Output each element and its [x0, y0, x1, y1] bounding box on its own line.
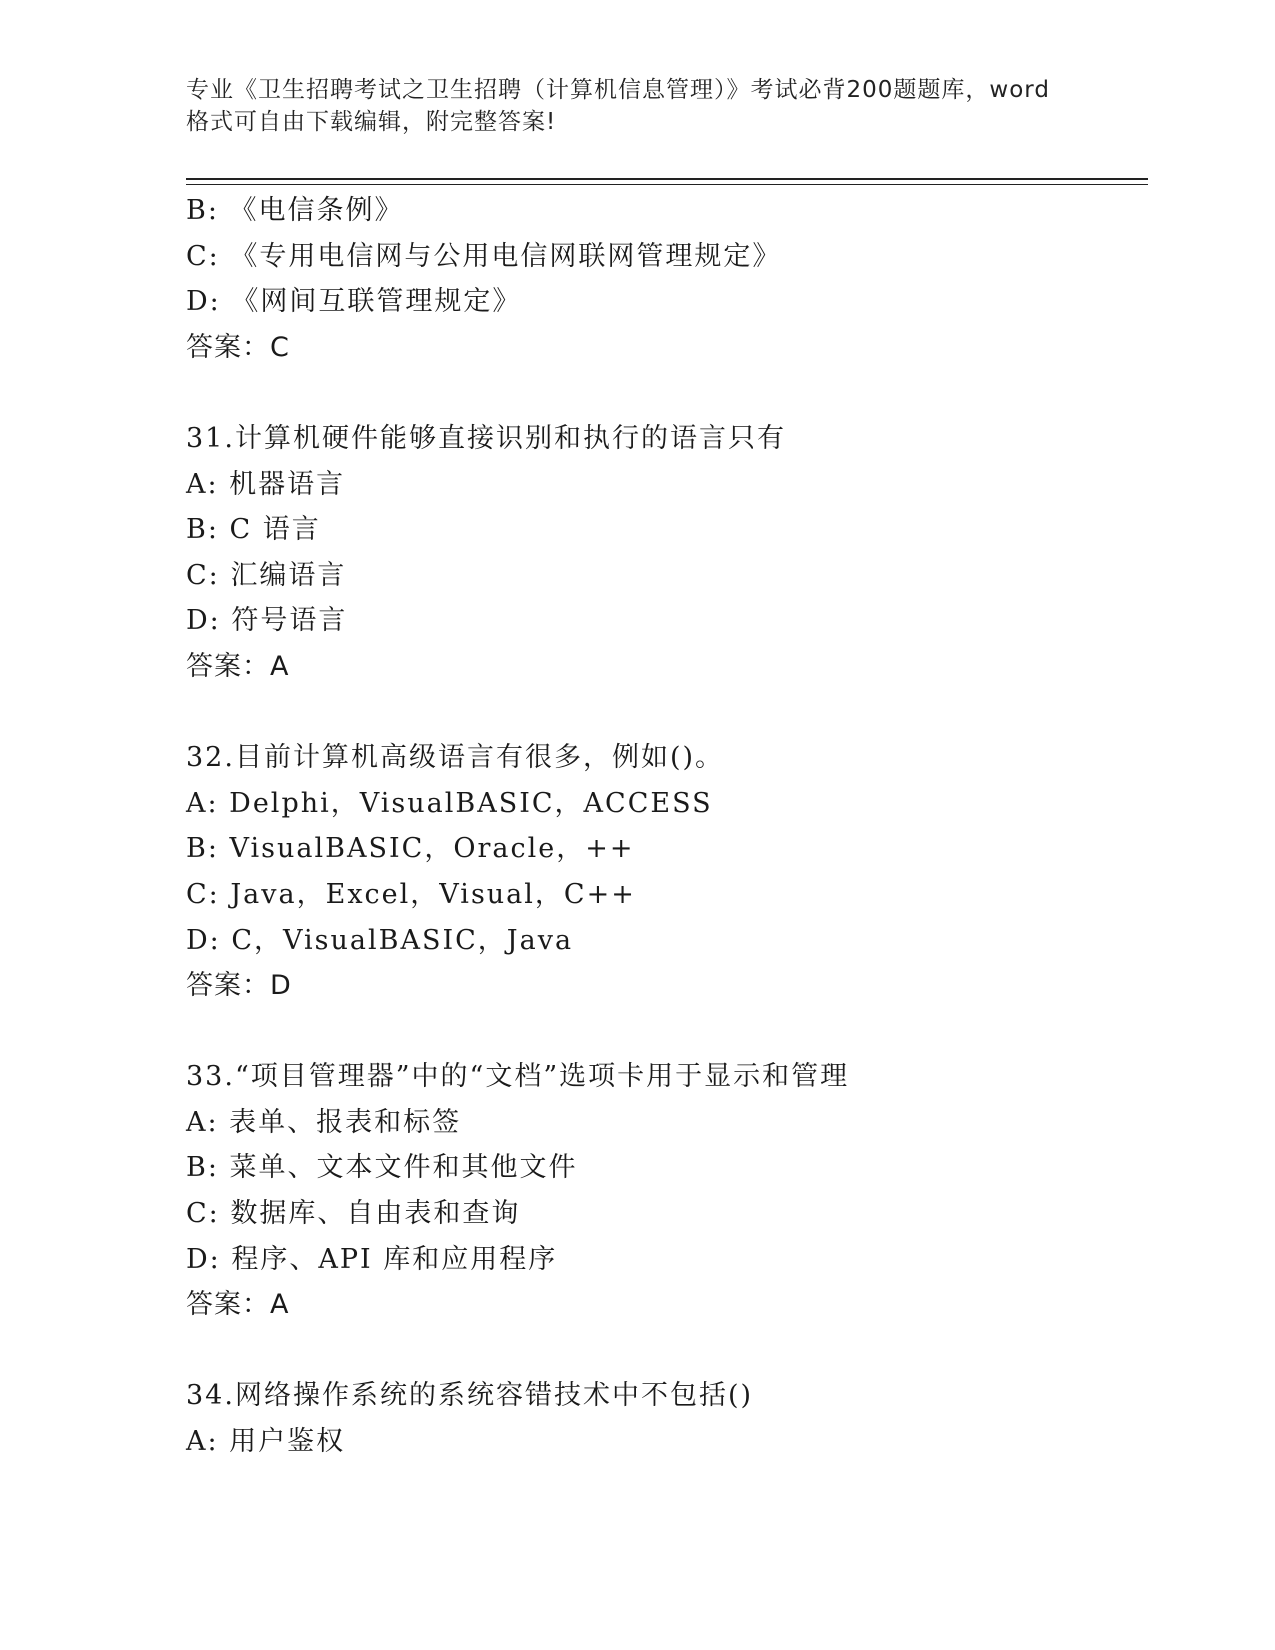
- option-a: A: Delphi，VisualBASIC，ACCESS: [186, 787, 713, 819]
- question-block-31: [186, 416, 1146, 690]
- document-header: [186, 74, 1086, 138]
- option-c: C: Java，Excel，Visual，C++: [186, 878, 636, 910]
- question-text: 31.计算机硬件能够直接识别和执行的语言只有: [186, 422, 786, 454]
- header-title-line-1: 专业《卫生招聘考试之卫生招聘（计算机信息管理）》考试必背200题题库，word: [186, 77, 1050, 103]
- option-a: A: 机器语言: [186, 468, 346, 500]
- option-a: A: 表单、报表和标签: [186, 1106, 462, 1138]
- question-block-32: [186, 735, 1146, 1009]
- spacer: [186, 690, 1146, 736]
- question-block-partial: [186, 188, 1146, 370]
- option-c: C: 数据库、自由表和查询: [186, 1198, 521, 1230]
- question-text: 33.“项目管理器”中的“文档”选项卡用于显示和管理: [186, 1061, 850, 1093]
- answer-line: 答案：D: [186, 970, 292, 1002]
- question-text: 34.网络操作系统的系统容错技术中不包括(): [186, 1380, 754, 1412]
- option-b: B: 菜单、文本文件和其他文件: [186, 1152, 578, 1184]
- header-title-line-2: 格式可自由下载编辑，附完整答案!: [186, 109, 557, 135]
- answer-line: 答案：A: [186, 1289, 290, 1321]
- header-divider-thin: [186, 184, 1148, 185]
- option-b: B: 《电信条例》: [186, 195, 404, 226]
- option-d: D: 《网间互联管理规定》: [186, 286, 522, 318]
- header-divider-thick: [186, 178, 1148, 180]
- spacer: [186, 370, 1146, 416]
- spacer: [186, 1009, 1146, 1055]
- option-c: C: 汇编语言: [186, 559, 347, 591]
- answer-line: 答案：A: [186, 650, 290, 682]
- spacer: [186, 1328, 1146, 1374]
- option-c: C: 《专用电信网与公用电信网联网管理规定》: [186, 240, 782, 272]
- option-d: D: C，VisualBASIC，Java: [186, 924, 574, 956]
- question-block-33: [186, 1054, 1146, 1328]
- option-d: D: 程序、API 库和应用程序: [186, 1243, 558, 1275]
- option-d: D: 符号语言: [186, 605, 348, 637]
- answer-line: 答案：C: [186, 331, 290, 363]
- option-b: B: VisualBASIC，Oracle，++: [186, 833, 635, 865]
- option-b: B: C 语言: [186, 514, 321, 546]
- question-text: 32.目前计算机高级语言有很多，例如()。: [186, 742, 725, 774]
- option-a: A: 用户鉴权: [186, 1426, 346, 1458]
- question-block-34: [186, 1373, 1146, 1464]
- question-list: [186, 188, 1146, 1465]
